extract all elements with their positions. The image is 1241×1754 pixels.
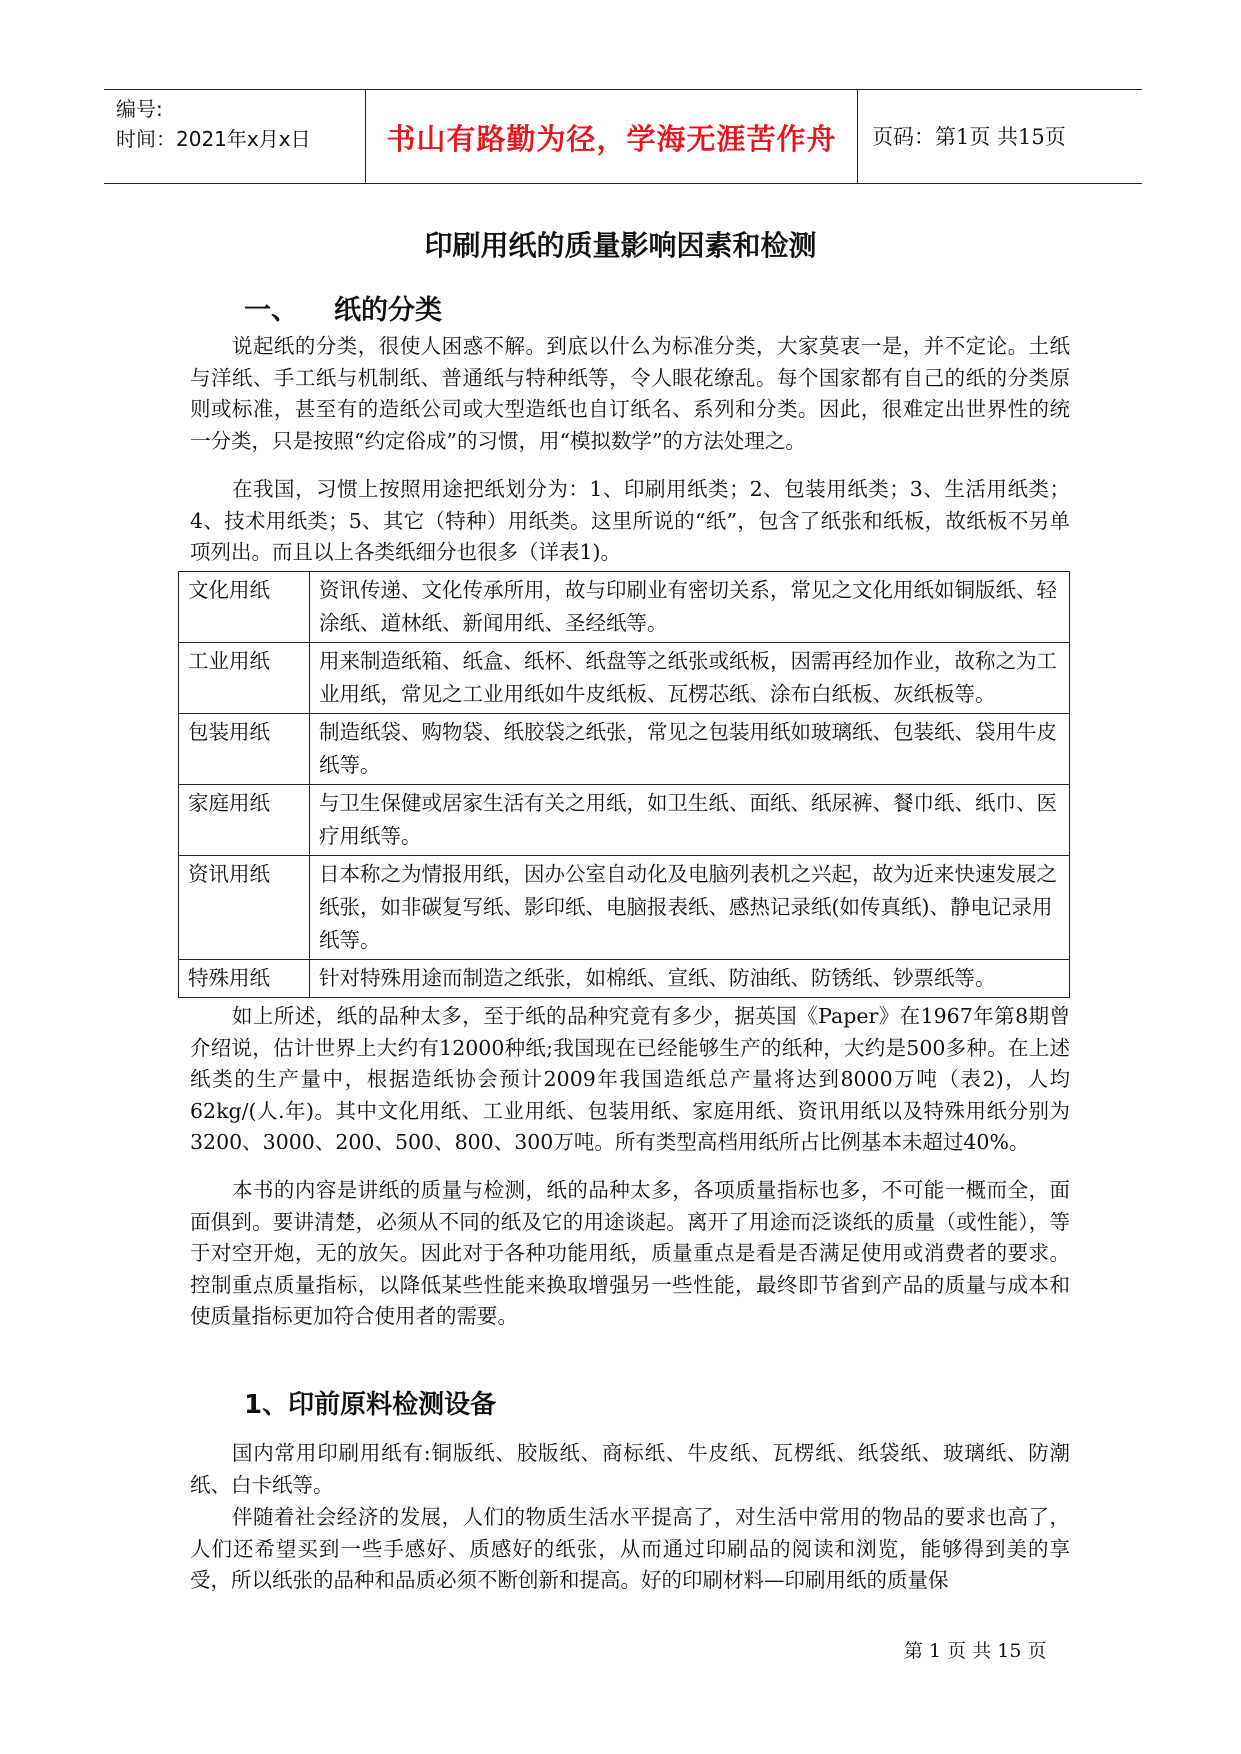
- table-cell-category: 特殊用纸: [179, 960, 310, 998]
- table-row: [179, 785, 1070, 856]
- section-heading: [244, 288, 442, 327]
- paragraph: 说起纸的分类，很使人困惑不解。到底以什么为标准分类，大家莫衷一是，并不定论。土纸与洋纸、手工纸与机制纸、普通纸与特种纸等，令人眼花缭乱。每个国家都有自己的纸的分类原则或标准，甚至有的造纸公司或大型造纸也自订纸名、系列和分类。因此，很难定出世界性的统一分类，只是按照“约定俗成”的习惯，用“模拟数学”的方法处理之。: [190, 334, 1070, 453]
- table-cell-description: 资讯传递、文化传承所用，故与印刷业有密切关系，常见之文化用纸如铜版纸、轻涂纸、道林纸、新闻用纸、圣经纸等。: [310, 572, 1070, 643]
- table-cell-description: 制造纸袋、购物袋、纸胶袋之纸张，常见之包装用纸如玻璃纸、包装纸、袋用牛皮纸等。: [310, 714, 1070, 785]
- doc-time-label: 时间：2021年x月x日: [116, 127, 311, 151]
- paragraph: 本书的内容是讲纸的质量与检测，纸的品种太多，各项质量指标也多，不可能一概而全，面面俱到。要讲清楚，必须从不同的纸及它的用途谈起。离开了用途而泛谈纸的质量（或性能），等于对空开炮，无的放矢。因此对于各种功能用纸，质量重点是看是否满足使用或消费者的要求。控制重点质量指标，以降低某些性能来换取增强另一些性能，最终即节省到产品的质量与成本和使质量指标更加符合使用者的需要。: [190, 1178, 1070, 1328]
- table-row: [179, 572, 1070, 643]
- document-title: 印刷用纸的质量影响因素和检测: [424, 229, 817, 262]
- table-row: [179, 960, 1070, 998]
- table-cell-description: 用来制造纸箱、纸盒、纸杯、纸盘等之纸张或纸板，因需再经加作业，故称之为工业用纸，常见之工业用纸如牛皮纸板、瓦楞芯纸、涂布白纸板、灰纸板等。: [310, 643, 1070, 714]
- header-motto: 书山有路勤为径，学海无涯苦作舟: [386, 122, 837, 156]
- table-cell-category: 文化用纸: [179, 572, 310, 643]
- table-cell-category: 资讯用纸: [179, 856, 310, 960]
- doc-number-label: 编号:: [116, 97, 163, 121]
- page-footer: 第 1 页 共 15 页: [904, 1640, 1047, 1662]
- header-page-number: 页码：第1页 共15页: [872, 125, 1066, 149]
- table-row: [179, 643, 1070, 714]
- table-cell-category: 家庭用纸: [179, 785, 310, 856]
- table-cell-category: 工业用纸: [179, 643, 310, 714]
- table-cell-description: 日本称之为情报用纸，因办公室自动化及电脑列表机之兴起，故为近来快速发展之纸张，如非碳复写纸、影印纸、电脑报表纸、感热记录纸(如传真纸)、静电记录用纸等。: [310, 856, 1070, 960]
- section-number: 一、: [244, 295, 298, 326]
- paragraph: 伴随着社会经济的发展，人们的物质生活水平提高了，对生活中常用的物品的要求也高了，人们还希望买到一些手感好、质感好的纸张，从而通过印刷品的阅读和浏览，能够得到美的享受，所以纸张的品种和品质必须不断创新和提高。好的印刷材料—印刷用纸的质量保: [190, 1505, 1070, 1592]
- paragraph: 在我国，习惯上按照用途把纸划分为：1、印刷用纸类；2、包装用纸类；3、生活用纸类；4、技术用纸类；5、其它（特种）用纸类。这里所说的“纸”，包含了纸张和纸板，故纸板不另单项列出。而且以上各类纸细分也很多（详表1)。: [190, 477, 1070, 564]
- subsection-heading: 1、印前原料检测设备: [244, 1390, 497, 1420]
- paper-classification-table: [178, 571, 1070, 998]
- section-title: 纸的分类: [334, 295, 442, 326]
- page-header: [104, 89, 1142, 184]
- header-meta: [116, 94, 311, 154]
- header-divider: [857, 90, 858, 183]
- header-divider: [365, 90, 366, 183]
- paragraph: 如上所述，纸的品种太多，至于纸的品种究竟有多少，据英国《Paper》在1967年第8期曾介绍说，估计世界上大约有12000种纸;我国现在已经能够生产的纸种，大约是500多种。在上述纸类的生产量中，根据造纸协会预计2009年我国造纸总产量将达到8000万吨（表2)，人均62kg/(人.年)。其中文化用纸、工业用纸、包装用纸、家庭用纸、资讯用纸以及特殊用纸分别为3200、3000、200、500、800、300万吨。所有类型高档用纸所占比例基本未超过40%。: [190, 1004, 1070, 1154]
- table-cell-category: 包装用纸: [179, 714, 310, 785]
- table-cell-description: 针对特殊用途而制造之纸张，如棉纸、宣纸、防油纸、防锈纸、钞票纸等。: [310, 960, 1070, 998]
- table-row: [179, 714, 1070, 785]
- table-cell-description: 与卫生保健或居家生活有关之用纸，如卫生纸、面纸、纸尿裤、餐巾纸、纸巾、医疗用纸等。: [310, 785, 1070, 856]
- table-row: [179, 856, 1070, 960]
- paragraph: 国内常用印刷用纸有:铜版纸、胶版纸、商标纸、牛皮纸、瓦楞纸、纸袋纸、玻璃纸、防潮纸、白卡纸等。: [190, 1441, 1070, 1497]
